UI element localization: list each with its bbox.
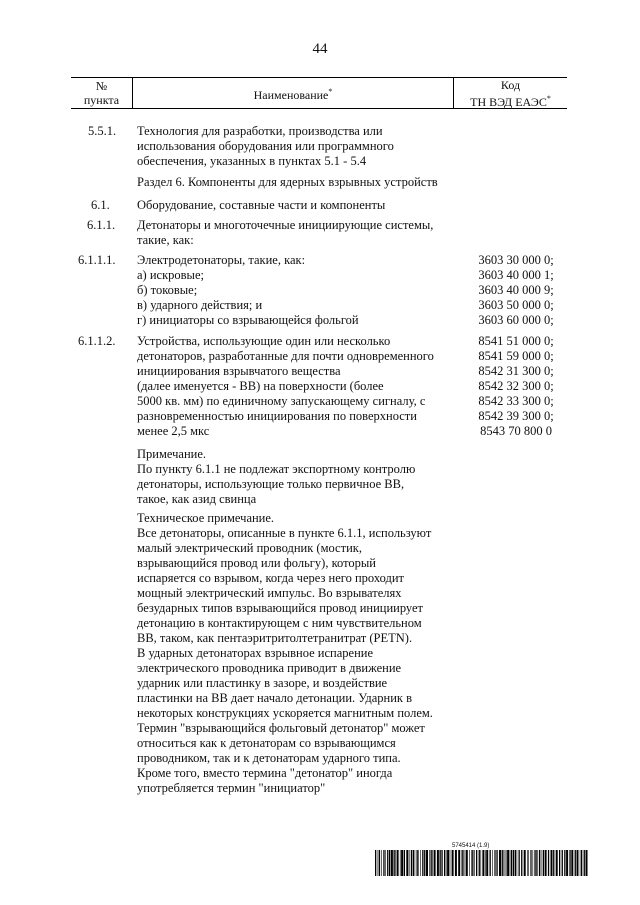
tnved-code: 8542 33 300 0;	[478, 394, 554, 408]
tnved-code: 3603 40 000 9;	[478, 283, 554, 297]
item-text: Электродетонаторы, такие, как: а) искровые; б) токовые; в) ударного действия; и г) инициаторы со взрывающейся фольгой	[137, 253, 359, 327]
tnved-code: 8542 32 300 0;	[478, 379, 554, 393]
header-name-label: Наименование	[253, 87, 329, 102]
header-number-label: пункта	[83, 93, 120, 107]
tnved-code: 8542 39 300 0;	[478, 409, 554, 423]
item-number: 6.1.1.2.	[78, 334, 116, 348]
tnved-code: 8542 31 300 0;	[478, 364, 554, 378]
item-number: 5.5.1.	[88, 124, 117, 138]
header-number-cell	[71, 78, 132, 108]
header-number-sign: №	[95, 79, 108, 93]
tnved-code: 3603 30 000 0;	[478, 253, 554, 267]
header-code-label: Код	[500, 77, 521, 92]
page-number: 44	[312, 41, 328, 57]
item-text: Детонаторы и многоточечные инициирующие системы, такие, как:	[137, 218, 434, 247]
header-name-footnote-mark: *	[328, 86, 333, 96]
tnved-code: 3603 40 000 1;	[478, 268, 554, 282]
section-title: Раздел 6. Компоненты для ядерных взрывных устройств	[137, 175, 438, 189]
item-text: Устройства, использующие один или несколько детонаторов, разработанные для почти одновременного инициирования взрывчатого вещества (далее именуется - ВВ) на поверхности (более 5000 кв. мм) по единичному запускающему сигналу, с разновременностью инициирования по поверхности менее 2,5 мкс	[137, 334, 434, 438]
tnved-code: 8543 70 800 0	[480, 424, 552, 438]
header-code-footnote-mark: *	[546, 93, 551, 103]
header-code-system: ТН ВЭД ЕАЭС	[470, 94, 547, 109]
barcode-label: 5745414 (1.9)	[452, 843, 490, 849]
tnved-codes	[466, 334, 566, 439]
tnved-code: 8541 59 000 0;	[478, 349, 554, 363]
item-text: Оборудование, составные части и компоненты	[137, 198, 386, 212]
tnved-code: 3603 60 000 0;	[478, 313, 554, 327]
barcode-image	[375, 850, 588, 876]
note: Примечание. По пункту 6.1.1 не подлежат экспортному контролю детонаторы, использующие только первичное ВВ, такое, как азид свинца	[137, 447, 416, 506]
tnved-code: 3603 50 000 0;	[478, 298, 554, 312]
item-text: Технология для разработки, производства или использования оборудования или программного обеспечения, указанных в пунктах 5.1 - 5.4	[137, 124, 394, 168]
header-name-cell	[133, 78, 453, 108]
technical-note: Техническое примечание. Все детонаторы, описанные в пункте 6.1.1, используют малый электрический проводник (мостик, взрывающийся провод или фольгу), который испаряется со взрывом, когда через него проходит мощный электрический импульс. Во взрывателях безударных типов взрывающийся провод инициирует детонацию в контактирующем с ним чувствительном ВВ, таком, как пентаэритритолтетранитрат (PETN). В ударных детонаторах взрывное испарение электрического проводника приводит в движение ударник или пластинку в зазоре, и воздействие пластинки на ВВ дает начало детонации. Ударник в некоторых конструкциях ускоряется магнитным полем. Термин "взрывающийся фольговый детонатор" может относиться как к детонаторам со взрывающимся проводником, так и к детонаторам ударного типа. Кроме того, вместо термина "детонатор" иногда употребляется термин "инициатор"	[137, 511, 433, 795]
item-number: 6.1.	[91, 198, 110, 212]
tnved-code: 8541 51 000 0;	[478, 334, 554, 348]
header-code-cell	[454, 78, 567, 108]
table-header	[71, 77, 567, 109]
item-number: 6.1.1.1.	[78, 253, 116, 267]
item-number: 6.1.1.	[87, 218, 116, 232]
tnved-codes	[466, 253, 566, 328]
